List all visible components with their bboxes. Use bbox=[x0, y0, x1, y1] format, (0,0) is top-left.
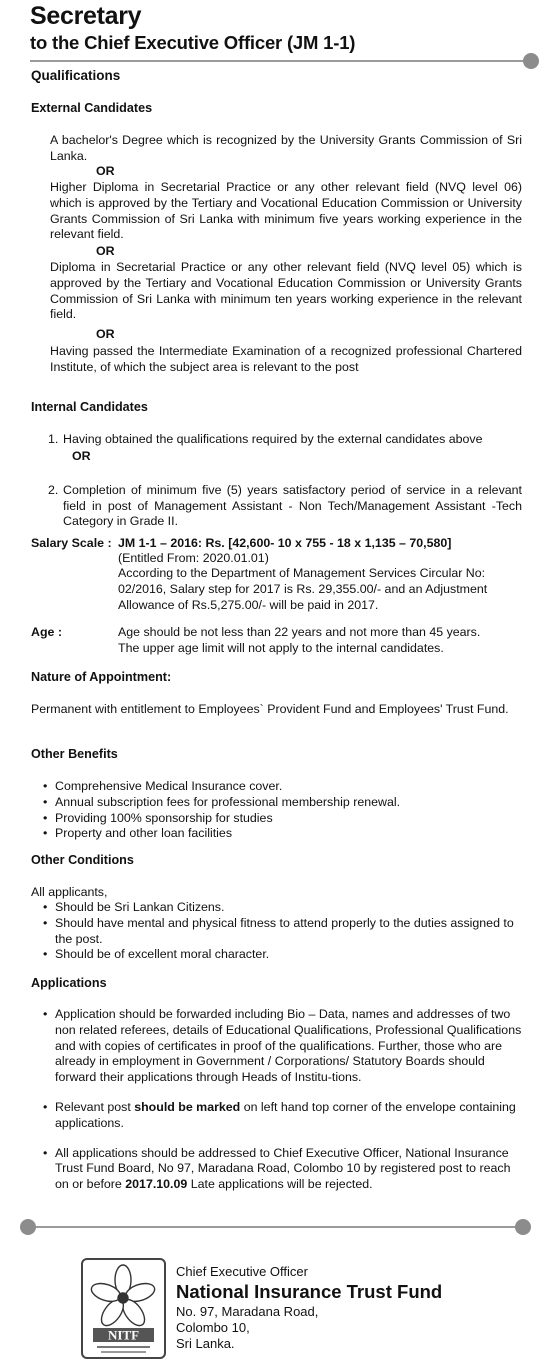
or-label: OR bbox=[96, 164, 115, 178]
age-text-1: Age should be not less than 22 years and not more than 45 years. bbox=[118, 625, 481, 639]
list-item: • Property and other loan facilities bbox=[43, 826, 523, 842]
logo-text: NITF bbox=[107, 1327, 140, 1343]
application-item-2 bbox=[43, 1100, 524, 1132]
application-item-2-text-a: Relevant post bbox=[55, 1099, 135, 1114]
list-item: • Comprehensive Medical Insurance cover. bbox=[43, 779, 523, 795]
or-label: OR bbox=[96, 244, 115, 258]
salary-entitled: (Entitled From: 2020.01.01) bbox=[118, 551, 269, 565]
age-text-2: The upper age limit will not apply to the internal candidates. bbox=[118, 641, 444, 655]
list-item: • Should be of excellent moral character. bbox=[43, 947, 523, 963]
internal-item-2 bbox=[48, 483, 522, 530]
bottom-divider-dot-right bbox=[515, 1219, 531, 1235]
internal-candidates-heading: Internal Candidates bbox=[31, 400, 148, 414]
bottom-divider-dot-left bbox=[20, 1219, 36, 1235]
conditions-intro: All applicants, bbox=[31, 885, 108, 899]
nature-text: Permanent with entitlement to Employees` Provident Fund and Employees' Trust Fund. bbox=[31, 702, 509, 716]
list-item: • Should be Sri Lankan Citizens. bbox=[43, 900, 523, 916]
footer-address-line-1: No. 97, Maradana Road, bbox=[176, 1304, 319, 1319]
internal-item-2-number: 2. bbox=[48, 482, 59, 497]
application-deadline: 2017.10.09 bbox=[125, 1177, 188, 1192]
application-item-3 bbox=[43, 1146, 524, 1193]
list-item: • Providing 100% sponsorship for studies bbox=[43, 811, 523, 827]
salary-scale: JM 1-1 – 2016: Rs. [42,600- 10 x 755 - 18 x 1,135 – 70,580] bbox=[118, 536, 452, 550]
footer-address-line-2: Colombo 10, bbox=[176, 1320, 250, 1335]
external-option-2: Higher Diploma in Secretarial Practice or any other relevant field (NVQ level 06) which is approved by the Tertiary and Vocational Education Commission or University Grants Commission of Sri Lanka with minimum five years working experience in the relevant field. bbox=[50, 180, 522, 242]
external-candidates-heading: External Candidates bbox=[31, 101, 153, 115]
list-item: • Should have mental and physical fitness to attend properly to the duties assigned to the post. bbox=[43, 916, 523, 948]
nitf-logo bbox=[81, 1258, 166, 1359]
application-item-2-text-c: on left hand top corner of the envelope containing applications. bbox=[55, 1099, 516, 1130]
application-item-1: • Application should be forwarded including Bio – Data, names and addresses of two non related referees, details of Educational Qualifications, Professional Qualifications and with copies of certificates in proof of the qualifications. Further, those who are already in employment in Government / Corporations/ Statutory Boards should forward their applications through Heads of Institu-tions. bbox=[43, 1007, 524, 1086]
footer-address-line-3: Sri Lanka. bbox=[176, 1336, 235, 1351]
conditions-heading: Other Conditions bbox=[31, 853, 134, 867]
external-option-3: Diploma in Secretarial Practice or any other relevant field (NVQ level 05) which is approved by the Tertiary and Vocational Education Commission or University Grants Commission of Sri Lanka with minimum ten years working experience in the relevant field. bbox=[50, 260, 522, 322]
top-divider bbox=[30, 60, 530, 62]
salary-label: Salary Scale : bbox=[31, 536, 112, 550]
external-option-4: Having passed the Intermediate Examination of a recognized professional Chartered Institute, of which the subject area is relevant to the post bbox=[50, 344, 522, 374]
or-label: OR bbox=[96, 327, 115, 341]
application-item-3-text-a: All applications should be addressed to Chief Executive Officer, National Insurance Trust Fund Board, No 97, Maradana Road, Colombo 10 by registered post to reach on or before bbox=[55, 1145, 511, 1192]
conditions-list bbox=[43, 900, 523, 963]
applications-heading: Applications bbox=[31, 976, 107, 990]
nature-heading: Nature of Appointment: bbox=[31, 670, 172, 684]
salary-note: According to the Department of Management Services Circular No: 02/2016, Salary step for 2017 is Rs. 29,355.00/- and an Adjustment Allowance of Rs.5,275.00/- will be paid in 2017. bbox=[118, 566, 488, 612]
external-option-1: A bachelor's Degree which is recognized by the University Grants Commission of Sri Lanka. bbox=[50, 133, 522, 163]
age-label: Age : bbox=[31, 625, 62, 639]
benefits-list bbox=[43, 779, 523, 842]
page-title: Secretary bbox=[30, 2, 142, 30]
application-item-3-text-c: Late applications will be rejected. bbox=[187, 1177, 373, 1192]
internal-item-1-text: Having obtained the qualifications required by the external candidates above bbox=[63, 432, 483, 446]
page-subtitle: to the Chief Executive Officer (JM 1-1) bbox=[30, 32, 356, 53]
internal-item-1 bbox=[48, 432, 526, 448]
benefits-heading: Other Benefits bbox=[31, 747, 118, 761]
qualifications-heading: Qualifications bbox=[31, 68, 121, 83]
footer-address bbox=[176, 1304, 318, 1352]
list-item: • Annual subscription fees for professional membership renewal. bbox=[43, 795, 523, 811]
footer-role: Chief Executive Officer bbox=[176, 1264, 308, 1279]
internal-item-2-text: Completion of minimum five (5) years satisfactory period of service in a relevant field in post of Management Assistant - Non Tech/Management Assistant -Tech Category in Grade II. bbox=[63, 482, 522, 529]
applications-list bbox=[43, 1007, 524, 1193]
internal-item-1-number: 1. bbox=[48, 432, 59, 446]
or-label: OR bbox=[72, 449, 91, 463]
bottom-divider bbox=[28, 1226, 522, 1228]
footer-organization: National Insurance Trust Fund bbox=[176, 1281, 443, 1302]
top-divider-dot bbox=[523, 53, 539, 69]
application-item-2-emphasis: should be marked bbox=[134, 1099, 241, 1114]
flower-icon bbox=[83, 1260, 164, 1357]
